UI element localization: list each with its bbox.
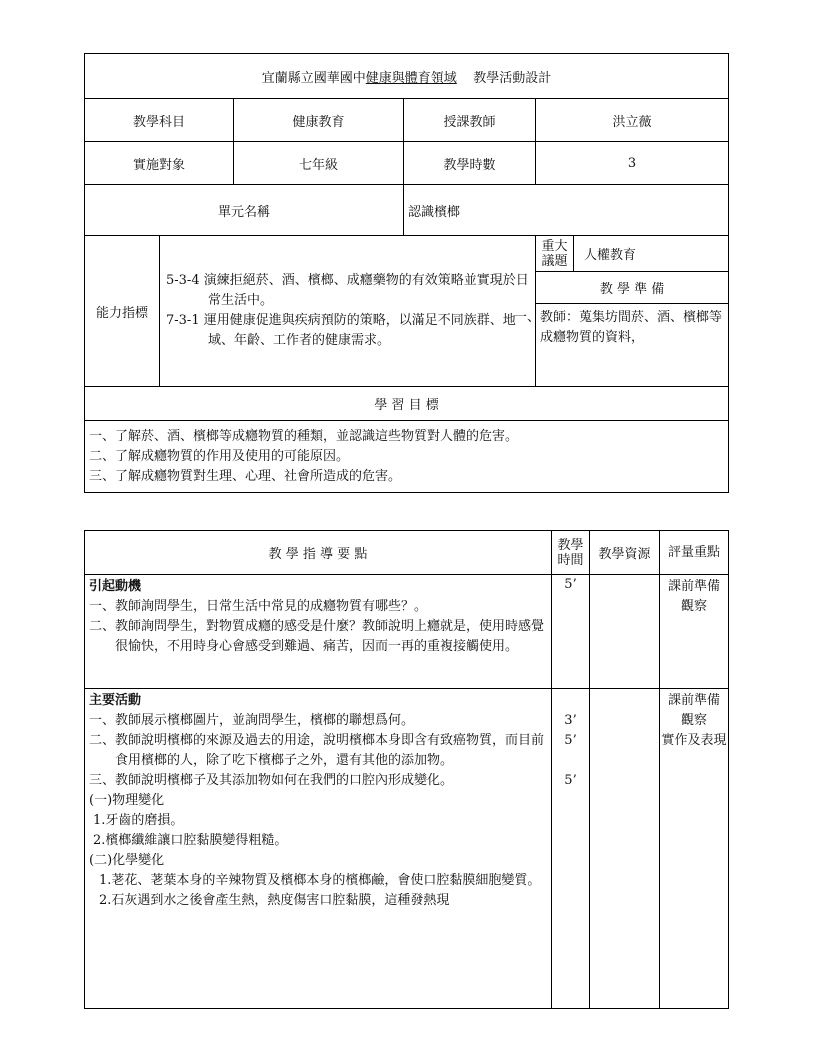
chemical-item: 2.石灰遇到水之後會產生熱，熱度傷害口腔黏膜，這種發熱現 xyxy=(99,893,450,908)
ability-item: 7-3-1 運用健康促進與疾病預防的策略，以滿足不同族群、地域、年齡、工作者的健康需求。 xyxy=(166,313,516,348)
col-time-header: 教學時間 xyxy=(552,531,590,575)
hours-value: 3 xyxy=(536,142,729,185)
document-title xyxy=(85,54,729,99)
title-domain: 健康與體育領域 xyxy=(365,70,457,86)
hours-label: 教學時數 xyxy=(404,142,536,185)
motivation-heading: 引起動機 xyxy=(89,579,142,594)
issue-value: 人權教育 xyxy=(574,236,729,272)
goals-label: 學 習 目 標 xyxy=(85,387,729,421)
eval-item: 課前準備 xyxy=(667,693,720,708)
main-item: 二、教師說明檳榔的來源及過去的用途，說明檳榔本身即含有致癌物質，而目前食用檳榔的人，除了吃下檳榔子之外，還有其他的添加物。 xyxy=(89,733,545,768)
physical-item: 2.檳榔纖維讓口腔黏膜變得粗糙。 xyxy=(93,833,288,848)
time-item: 5’ xyxy=(564,733,577,748)
subject-label: 教學科目 xyxy=(85,99,234,142)
main-item: 三、教師說明檳榔子及其添加物如何在我們的口腔內形成變化。 xyxy=(89,773,454,788)
motivation-item: 一、教師詢問學生，日常生活中常見的成癮物質有哪些？。 xyxy=(89,599,428,614)
lesson-info-table xyxy=(84,53,729,493)
goal-item: 三、了解成癮物質對生理、心理、社會所造成的危害。 xyxy=(89,468,402,484)
main-times xyxy=(552,689,590,1009)
col-points-header: 教 學 指 導 要 點 xyxy=(85,531,552,575)
main-activity-cell xyxy=(85,689,552,1009)
eval-item: 觀察 xyxy=(680,599,707,614)
teacher-value: 洪立薇 xyxy=(536,99,729,142)
chemical-item: 1.荖花、荖葉本身的辛辣物質及檳榔本身的檳榔鹼，會使口腔黏膜細胞變質。 xyxy=(99,873,541,888)
ability-label: 能力指標 xyxy=(85,236,160,387)
teacher-label: 授課教師 xyxy=(404,99,536,142)
main-eval xyxy=(660,689,729,1009)
target-label: 實施對象 xyxy=(85,142,234,185)
goal-item: 一、了解菸、酒、檳榔等成癮物質的種類，並認識這些物質對人體的危害。 xyxy=(89,428,519,444)
motivation-item: 二、教師詢問學生，對物質成癮的感受是什麼？教師說明上癮就是，使用時感覺很愉快，不用時身心會感受到難過、痛苦，因而一再的重複接觸使用。 xyxy=(89,619,545,654)
title-prefix: 宜蘭縣立國華國中 xyxy=(261,70,366,86)
main-resource xyxy=(590,689,660,1009)
prep-label: 教 學 準 備 xyxy=(536,272,729,304)
motivation-time: 5’ xyxy=(552,575,590,689)
motivation-resource xyxy=(590,575,660,689)
eval-item: 實作及表現 xyxy=(661,733,727,748)
teaching-table xyxy=(84,530,729,1009)
ability-item: 5-3-4 演練拒絕菸、酒、檳榔、成癮藥物的有效策略並實現於日常生活中。 xyxy=(166,273,529,308)
time-item: 5’ xyxy=(564,773,577,788)
unit-value: 認識檳榔 xyxy=(404,185,729,236)
col-resource-header: 教學資源 xyxy=(590,531,660,575)
chemical-heading: (二)化學變化 xyxy=(89,853,165,868)
motivation-cell xyxy=(85,575,552,689)
ability-list xyxy=(160,236,536,387)
physical-item: 1.牙齒的磨損。 xyxy=(93,813,184,828)
motivation-eval xyxy=(660,575,729,689)
col-eval-header: 評量重點 xyxy=(660,531,729,575)
time-item: 3’ xyxy=(564,713,577,728)
eval-item: 課前準備 xyxy=(667,579,720,594)
target-value: 七年級 xyxy=(234,142,404,185)
main-item: 一、教師展示檳榔圖片，並詢問學生，檳榔的聯想爲何。 xyxy=(89,713,415,728)
subject-value: 健康教育 xyxy=(234,99,404,142)
title-suffix: 教學活動設計 xyxy=(473,70,552,86)
main-heading: 主要活動 xyxy=(89,693,142,708)
eval-item: 觀察 xyxy=(680,713,707,728)
prep-value: 一、教師：蒐集坊間菸、酒、檳榔等成癮物質的資料， xyxy=(536,304,729,387)
unit-label: 單元名稱 xyxy=(85,185,404,236)
goals-list xyxy=(85,421,729,493)
issue-label: 重大議題 xyxy=(536,236,574,272)
goal-item: 二、了解成癮物質的作用及使用的可能原因。 xyxy=(89,448,350,464)
physical-heading: (一)物理變化 xyxy=(89,793,165,808)
